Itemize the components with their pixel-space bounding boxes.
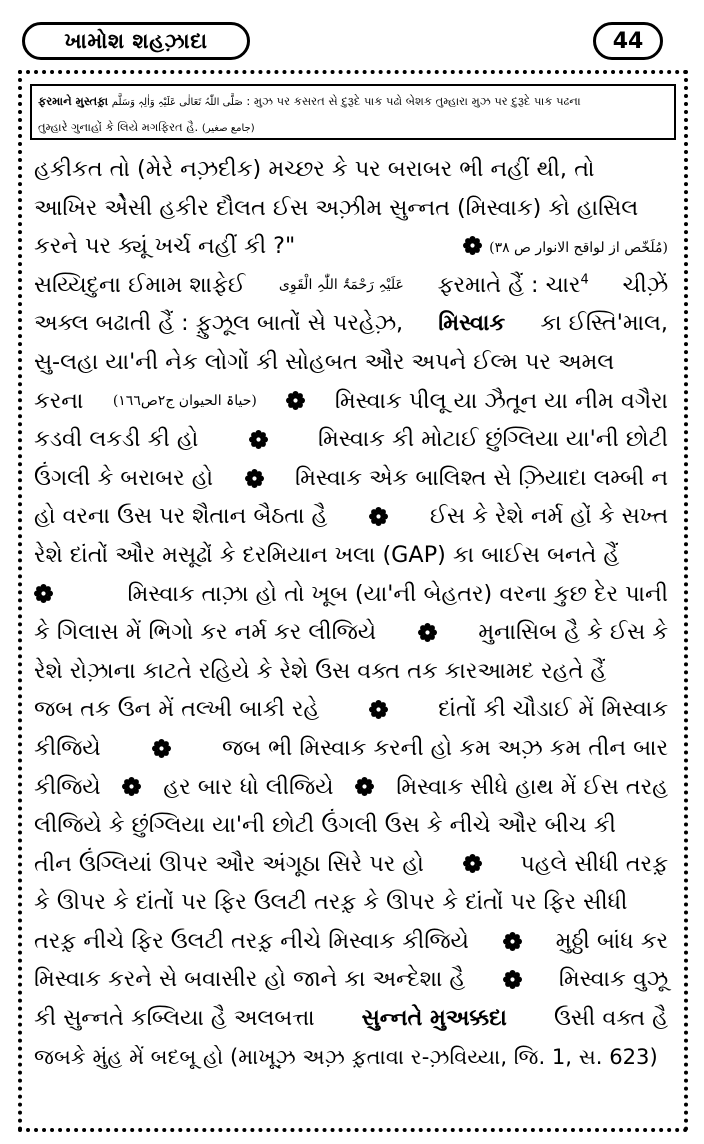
line-text: કડવી લકડી કી હો — [34, 426, 199, 453]
text-line — [34, 960, 668, 999]
line-text: અક્લ બઢાતી હૈં : ફ઼ુઝૂલ બાતોં સે પરહેઝ઼, — [34, 310, 404, 337]
book-title: ખામોશ શહઝ઼ાદા — [22, 22, 250, 60]
hadith-box — [30, 84, 676, 140]
salutation-text: صَلَّی اللّٰہُ تَعَالٰی عَلَیْہِ وَاٰلِہٖ وَسَلَّم — [111, 97, 243, 108]
line-text: મુનાસિબ હૈ કે ઈસ કે — [478, 619, 668, 646]
line-text: મિસ્વાક કરને સે બવાસીર હો જાને કા અન્દેશા હૈ — [34, 966, 466, 993]
line-text: સુ-લહા યા'ની નેક લોગોં કી સોહબત ઔર અપને ઈલ્મ પર અમલ — [34, 348, 615, 375]
bold-term: સુન્નતે મુઅક્કદા — [361, 1005, 507, 1032]
text-line — [34, 883, 668, 922]
line-text: હો વરના ઉસ પર શૈતાન બૈઠતા હૈ — [34, 503, 328, 530]
line-text: ઈસ કે રેશે નર્મ હોં કે સખ્ત — [429, 503, 668, 530]
line-text: તરફ઼ નીચે ફિર ઉલટી તરફ઼ નીચે મિસ્વાક કીજિયે — [34, 927, 469, 954]
line-text: હર બાર ધો લીજિયે — [163, 773, 334, 800]
line-text: મિસ્વાક કી મોટાઈ છુંગ્લિયા યા'ની છોટી — [318, 426, 668, 453]
flower-bullet-icon — [503, 970, 522, 989]
reference-text: (مُلَخّص از لواقح الانوار ص ۳۸) — [489, 239, 668, 256]
text-line — [34, 382, 668, 421]
page-number: 44 — [593, 22, 663, 60]
text-line — [34, 343, 668, 382]
hadith-line-1 — [38, 89, 668, 115]
text-line — [34, 497, 668, 536]
line-text: કે ઊપર કે દાંતોં પર ફિર ઉલટી તરફ઼ કે ઊપર કે દાંતોં પર ફિર સીધી — [34, 889, 628, 916]
line-text: મિસ્વાક એક બાલિશ્ત સે ઝ઼િયાદા લમ્બી ન — [295, 464, 668, 491]
line-text: કીજિયે — [34, 773, 101, 800]
line-text: રેશે રોઝ઼ાના કાટતે રહિયે કે રેશે ઉસ વક્ત તક કારઆમદ રહતે હૈં — [34, 657, 607, 684]
text-line — [34, 922, 668, 961]
line-text: કીજિયે — [34, 734, 101, 761]
line-text: ફરમાતે હૈં : ચાર — [437, 271, 581, 298]
line-text: જબ તક ઉન મેં તલ્ખી બાકી રહે — [34, 696, 320, 723]
line-text: ઉંગલી કે બરાબર હો — [34, 464, 214, 491]
text-line — [34, 227, 668, 266]
line-text: કરને પર ક્યૂં ખર્ચ નહીં કી ?" — [34, 233, 296, 260]
flower-bullet-icon — [503, 932, 522, 951]
line-text: કા ઈસ્તિ'માલ, — [540, 310, 668, 337]
honorific-text: عَلَیْہِ رَحْمَۃُ اللّٰہِ الْقَوِی — [278, 276, 404, 293]
flower-bullet-icon — [249, 430, 268, 449]
line-text: કે ગિલાસ મેં ભિગો કર નર્મ કર લીજિયે — [34, 619, 377, 646]
hadith-text-2: તુમ્હારે ગુનાહોં કે લિયે મગફિરત હૈ. — [38, 120, 199, 134]
flower-bullet-icon — [418, 623, 437, 642]
text-line — [34, 575, 668, 614]
text-line — [34, 845, 668, 884]
line-text: મિસ્વાક પીલૂ યા ઝૈતૂન યા નીમ વગૈરા — [334, 387, 668, 414]
line-text: જબ ભી મિસ્વાક કરની હો કમ અઝ઼ કમ તીન બાર — [221, 734, 668, 761]
text-line — [34, 729, 668, 768]
text-line — [34, 613, 668, 652]
line-text: પહલે સીધી તરફ઼ — [520, 850, 668, 877]
flower-bullet-icon — [369, 507, 388, 526]
text-line — [34, 150, 668, 189]
text-line — [34, 999, 668, 1038]
flower-bullet-icon — [286, 391, 305, 410]
superscript-number: 4 — [580, 272, 589, 288]
body-text — [34, 150, 668, 1076]
hadith-prefix: ફરમાને મુસ્તફ઼ા — [38, 94, 109, 108]
line-text: કરના — [34, 387, 84, 414]
flower-bullet-icon — [245, 469, 264, 488]
text-line — [34, 189, 668, 228]
flower-bullet-icon — [369, 700, 388, 719]
line-text: મિસ્વાક તાઝ઼ા હો તો ખૂબ (યા'ની બેહતર) વરના કુછ દેર પાની — [127, 580, 668, 607]
line-text: રેશે દાંતોં ઔર મસૂઢોં કે દરમિયાન ખલા (GAP) કા બાઈસ બનતે હૈં — [34, 541, 620, 568]
line-text: મિસ્વાક સીધે હાથ મેં ઈસ તરહ — [396, 773, 668, 800]
line-text: મુઠ્ઠી બાંધ કર — [555, 927, 668, 954]
line-text: ઉસી વક્ત હૈ — [553, 1005, 668, 1032]
flower-bullet-icon — [355, 777, 374, 796]
flower-bullet-icon — [122, 777, 141, 796]
line-text: દાંતોં કી ચૌડાઈ મેં મિસ્વાક — [438, 696, 668, 723]
hadith-line-2 — [38, 115, 668, 141]
flower-bullet-icon — [463, 236, 482, 255]
text-line — [34, 536, 668, 575]
line-text: લીજિયે કે છુંગ્લિયા યા'ની છોટી ઉંગલી ઉસ કે નીચે ઔર બીચ કી — [34, 812, 616, 839]
text-line — [34, 420, 668, 459]
text-line — [34, 1038, 668, 1077]
line-text: કી સુન્નતે કબ્લિયા હૈ અલબત્તા — [34, 1005, 315, 1032]
line-text: આખિર એેસી હકીર દૌલત ઈસ અઝ઼ીમ સુન્નત (મિસ્વાક) કો હાસિલ — [34, 194, 639, 221]
line-text: હકીકત તો (મેરે નઝ઼દીક) મચ્છર કે પર બરાબર ભી નહીં થી, તો — [34, 156, 595, 182]
line-text: જબકે મુંહ મેં બદબૂ હો (માખૂઝ઼ અઝ઼ ફ઼તાવા ર-ઝ઼વિય્યા, જિ. 1, સ. 623) — [34, 1043, 658, 1069]
text-line — [34, 652, 668, 691]
text-line — [34, 266, 668, 305]
text-line — [34, 806, 668, 845]
hadith-reference: (جامع صغیر) — [201, 123, 255, 134]
line-text: ચીઝ઼ેં — [622, 271, 668, 298]
flower-bullet-icon — [152, 739, 171, 758]
flower-bullet-icon — [34, 584, 53, 603]
text-line — [34, 459, 668, 498]
text-line — [34, 768, 668, 807]
text-line — [34, 304, 668, 343]
reference-text: (حیاۃ الحیوان ج۲ص۱٦٦) — [112, 392, 257, 409]
text-line — [34, 690, 668, 729]
line-text: તીન ઉંગ્લિયાં ઊપર ઔર અંગૂઠા સિરે પર હો — [34, 850, 424, 877]
bold-term: મિસ્વાક — [438, 310, 506, 337]
line-text: સય્યિદુના ઈમામ શાફેઈ — [34, 271, 246, 298]
line-text: મિસ્વાક વુઝૂ — [558, 966, 668, 993]
flower-bullet-icon — [463, 854, 482, 873]
hadith-text-1: : મુઝ પર કસરત સે દુરૂદે પાક પઢો બેશક તુમ્હારા મુઝ પર દુરૂદે પાક પઢના — [246, 94, 581, 108]
